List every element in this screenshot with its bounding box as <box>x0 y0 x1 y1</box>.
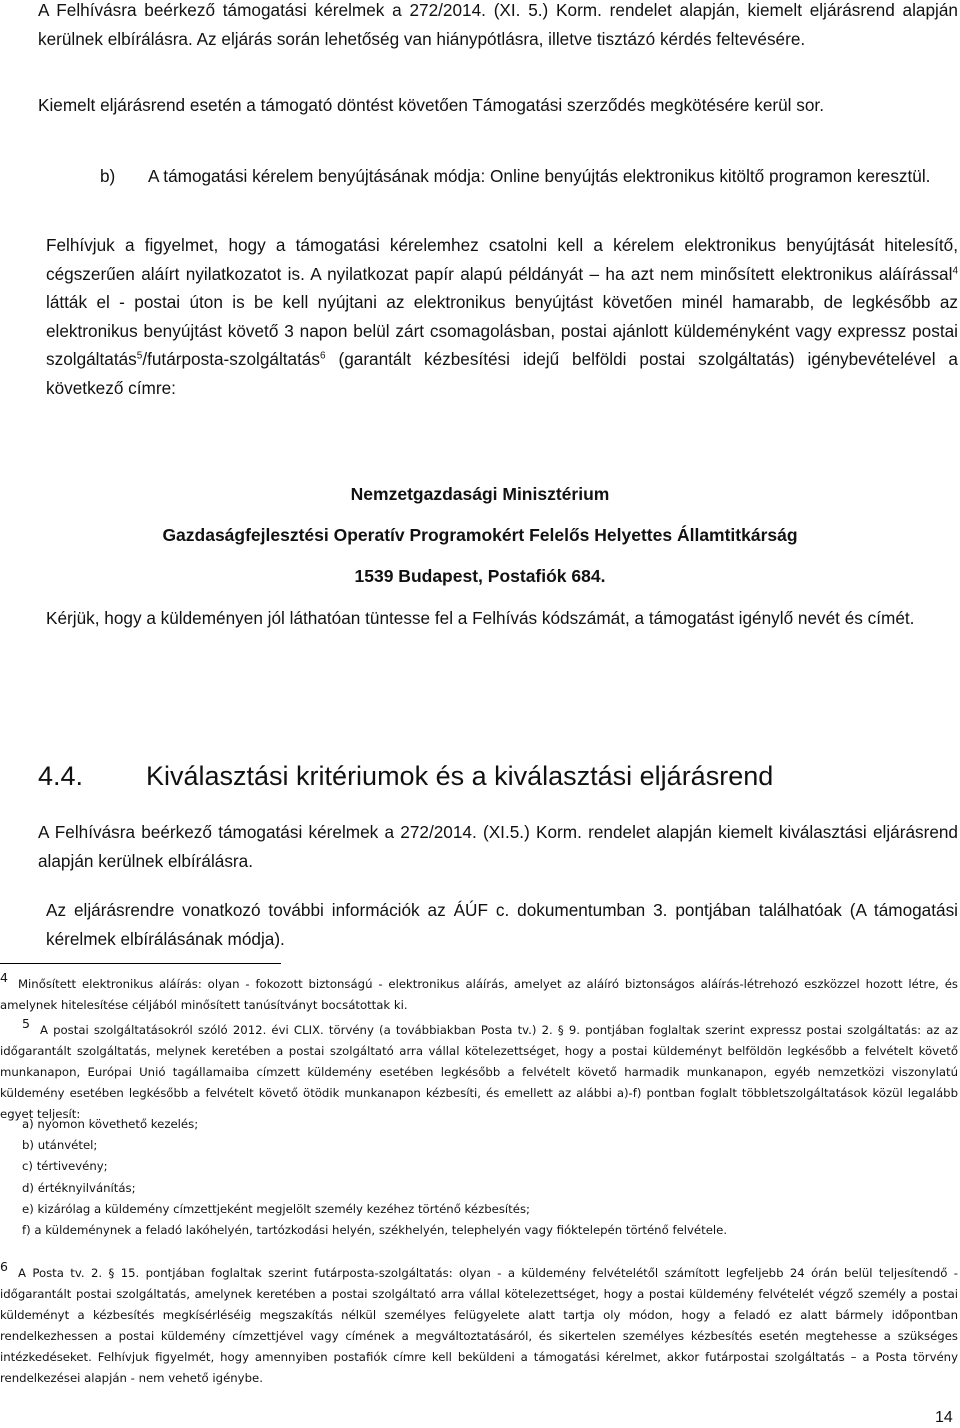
footnote-ref-4[interactable]: 4 <box>952 264 958 276</box>
address-ministry: Nemzetgazdasági Minisztérium <box>350 484 610 504</box>
footnote-5 <box>0 1016 958 1125</box>
paragraph-further-info: Az eljárásrendre vonatkozó további információk az ÁÚF c. dokumentumban 3. pontjában találhatóak (A támogatási kérelmek elbírálásának módja). <box>46 900 958 949</box>
address-postal-box: 1539 Budapest, Postafiók 684. <box>354 566 606 586</box>
section-title: Kiválasztási kritériumok és a kiválasztási eljárásrend <box>146 761 774 791</box>
footnote-4 <box>0 970 958 1016</box>
footnote-6 <box>0 1259 958 1389</box>
paragraph-eligibility-procedure: A Felhívásra beérkező támogatási kérelmek a 272/2014. (XI. 5.) Korm. rendelet alapján, kiemelt eljárásrend alapján kerülnek elbírálásra. Az eljárás során lehetőség van hiánypótlásra, illetve tisztázó kérdés feltevésére. <box>38 0 958 49</box>
footnote-mark-6: 6 <box>0 1259 8 1274</box>
list-item-text: A támogatási kérelem benyújtásának módja: Online benyújtás elektronikus kitöltő programon keresztül. <box>148 166 931 186</box>
footnote-ref-5[interactable]: 5 <box>136 350 143 362</box>
section-number: 4.4. <box>38 761 84 791</box>
list-item: b) utánvétel; <box>22 1138 98 1153</box>
list-item: a) nyomon követhető kezelés; <box>22 1117 199 1131</box>
list-item: f) a küldeménynek a feladó lakóhelyén, tartózkodási helyén, székhelyén, telephelyén vagy fióktelepén történő felvétele. <box>22 1223 728 1238</box>
footnote-separator <box>0 963 281 964</box>
paragraph-labeling-request: Kérjük, hogy a küldeményen jól láthatóan tüntesse fel a Felhívás kódszámát, a támogatást igénylő nevét és címét. <box>46 608 915 628</box>
list-item-submission-method <box>100 162 958 191</box>
list-marker-b: b) <box>100 166 116 186</box>
address-department: Gazdaságfejlesztési Operatív Programokért Felelős Helyettes Államtitkárság <box>162 525 798 545</box>
footnote-4-text: Minősített elektronikus aláírás: olyan - fokozott biztonságú - elektronikus aláírás, amelyet az aláíró biztonságos aláírás-létrehozó eszközzel hozott létre, és amelynek hitelesítése céljából minősített tanúsítványt bocsátottak ki. <box>0 977 958 1012</box>
footnote-5-list <box>22 1114 727 1241</box>
section-heading <box>38 758 773 794</box>
footnote-mark-5: 5 <box>22 1016 30 1031</box>
paragraph-grant-contract: Kiemelt eljárásrend esetén a támogató döntést követően Támogatási szerződés megkötésére kerül sor. <box>38 95 824 115</box>
paragraph-selection-procedure: A Felhívásra beérkező támogatási kérelmek a 272/2014. (XI.5.) Korm. rendelet alapján kiemelt kiválasztási eljárásrend alapján kerülnek elbírálásra. <box>38 822 958 871</box>
footnote-5-text: A postai szolgáltatásokról szóló 2012. évi CLIX. törvény (a továbbiakban Posta tv.) 2. § 9. pontjában foglaltak szerint expressz postai szolgáltatás: az az időgarantált szolgáltatás, melynek keretében a postai szolgáltató arra vállal kötelezettséget, hogy a postai küldeményt belföldön legkésőbb a felvételt követő munkanapon, Európai Unió tagállamaiba címzett küldemény esetében legkésőbb a felvételt követő harmadik munkanapon, egyéb nemzetközi viszonylatú küldemény esetében legkésőbb a felvételt követő ötödik munkanapon kézbesíti, és emellett az alábbi a)-f) pontban foglalt többletszolgáltatások közül legalább egyet teljesít: <box>0 1023 958 1121</box>
footnote-6-text: A Posta tv. 2. § 15. pontjában foglaltak szerint futárposta-szolgáltatás: olyan - a küldemény felvételétől számított legfeljebb 24 órán belül teljesítendő - időgarantált postai szolgáltatás, amelynek keretében a postai szolgáltató arra vállal kötelezettséget, hogy a postai küldemény felvételét végző személy a postai küldeményt a kézbesítés megkísérléséig megszakítás nélkül személyes felügyelete alatt tartja oly módon, hogy a feladó ez alatt bármely időpontban rendelkezhessen a postai küldemény címzettjével vagy címének a megváltoztatásáról, és sikertelen személyes kézbesítés esetén megtehesse a szükséges intézkedéseket. Felhívjuk figyelmét, hogy amennyiben postafiók címre kell beküldeni a támogatási kérelmet, akkor futárpostai szolgáltatás – a Posta törvény rendelkezései alapján - nem vehető igénybe. <box>0 1266 958 1385</box>
page-number: 14 <box>935 1409 953 1426</box>
footnote-ref-6[interactable]: 6 <box>320 350 326 362</box>
list-item: d) értéknyilvánítás; <box>22 1180 136 1195</box>
paragraph-declaration-notice: Felhívjuk a figyelmet, hogy a támogatási kérelemhez csatolni kell a kérelem elektronikus benyújtását hitelesítő, cégszerűen aláírt nyilatkozatot is. A nyilatkozat papír alapú példányát – ha azt nem minősített elektronikus aláírással$^4$ látták el - postai úton is be kell nyújtani az elektronikus benyújtást követően minél hamarabb, de legkésőbb az elektronikus benyújtást követő 3 napon belül zárt csomagolásban, postai ajánlott küldeményként vagy expressz postai szolgáltatás$^5$/futárposta-szolgáltatás$^6$ (garantált kézbesítési idejű belföldi postai szolgáltatás) igénybevételével a következő címre: <box>46 235 958 398</box>
list-item: c) tértivevény; <box>22 1159 108 1174</box>
list-item: e) kizárólag a küldemény címzettjeként megjelölt személy kezéhez történő kézbesítés; <box>22 1201 530 1216</box>
footnote-mark-4: 4 <box>0 970 8 985</box>
